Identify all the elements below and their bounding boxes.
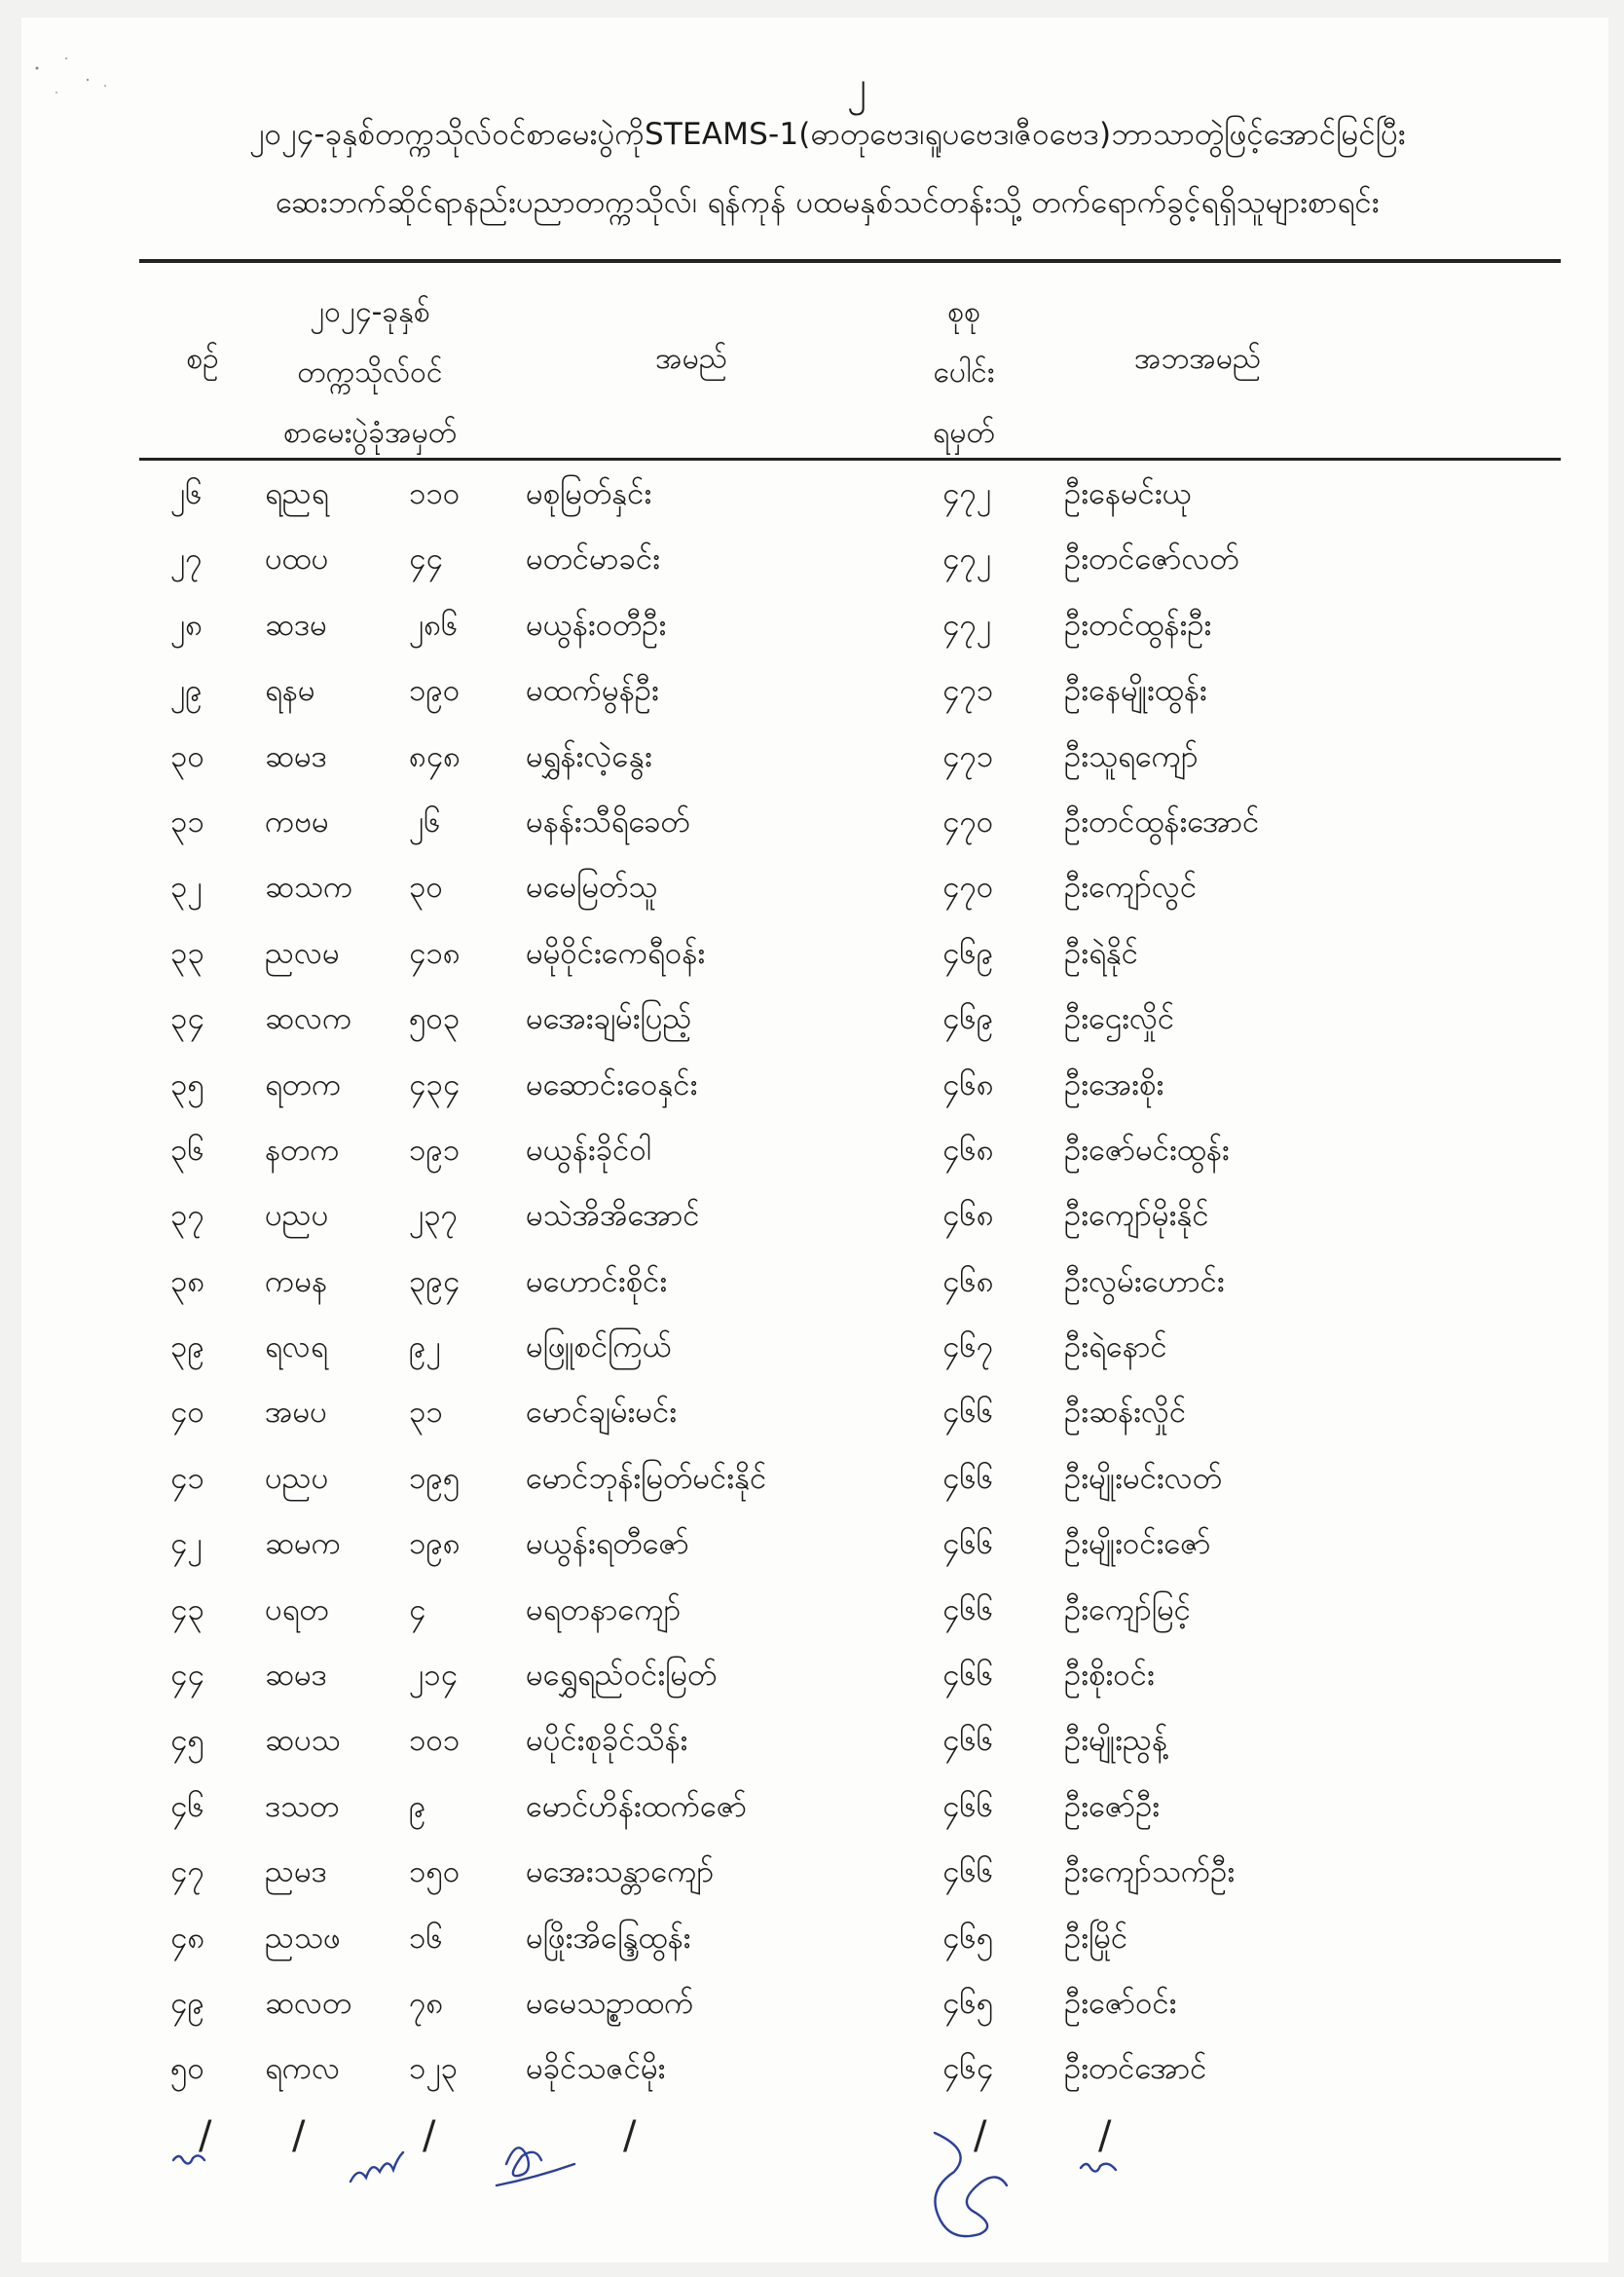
cell-seq: ၃၇ [170,1198,204,1234]
cell-father: ဦးဌေးလှိုင် [1064,1001,1175,1037]
tick-mark: / [292,2113,306,2158]
cell-num: ၁၅၀ [409,1854,461,1890]
cell-ref: ၄၆၆ [942,1460,994,1496]
cell-ref: ၄၆၆ [942,1658,994,1694]
cell-name: မယွန်းရတီဇော် [526,1526,689,1562]
table-row [0,999,1624,1064]
cell-num: ၁၉၁ [409,1132,461,1168]
cell-name: မတင်မာခင်း [526,541,661,578]
table-row [0,474,1624,540]
cell-name: မဖြူစင်ကြယ် [526,1329,672,1365]
cell-num: ၂၈၆ [409,607,459,643]
cell-name: မဟောင်းစိုင်း [526,1263,668,1299]
cell-num: ၂၁၄ [409,1658,459,1694]
cell-father: ဦးရဲနောင် [1064,1329,1167,1365]
cell-seq: ၃၆ [170,1132,204,1168]
cell-code: ရကလ [265,2051,341,2087]
header-exam-roll [253,282,487,464]
cell-code: ဆပသ [265,1723,341,1759]
cell-num: ၄ [409,1591,426,1627]
scan-speckle [27,39,144,117]
cell-num: ၃၉၄ [409,1263,461,1299]
cell-father: ဦးတင်ထွန်းဦး [1064,607,1212,643]
cell-ref: ၄၆၄ [942,2051,994,2087]
cell-num: ၂၆ [409,803,441,840]
cell-code: ဆမက [265,1526,342,1562]
cell-seq: ၂၆ [170,476,203,511]
cell-num: ၁၉၅ [409,1460,461,1496]
cell-father: ဦးတင်ဇော်လတ် [1064,541,1239,578]
cell-name: မမေသဥ္စာထက် [526,1985,694,2021]
table-row [0,1984,1624,2049]
cell-num: ၅၀၃ [409,1001,461,1037]
cell-seq: ၄၀ [170,1395,204,1431]
page-number: ၂ [847,63,867,108]
table-row [0,540,1624,605]
table-row [0,1852,1624,1918]
header-ref-line2: ပေါင်း [933,355,995,390]
cell-ref: ၄၆၈ [942,1198,994,1234]
cell-ref: ၄၆၉ [942,935,994,971]
signature-4 [935,2133,1007,2236]
cell-num: ၁၉၈ [409,1526,461,1562]
cell-father: ဦးကျော်လွင် [1064,870,1198,906]
cell-seq: ၄၅ [170,1723,204,1759]
table-row [0,1590,1624,1656]
cell-ref: ၄၇၂ [942,476,992,511]
header-total-marks [915,282,1013,464]
cell-name: မဖြိုးအိန္ဒြေထွန်း [526,1920,691,1956]
cell-name: မရတနာကျော် [526,1591,682,1627]
cell-num: ၁၂၃ [409,2051,459,2087]
cell-num: ၁၀၁ [409,1723,461,1759]
cell-ref: ၄၇၁ [942,738,994,774]
cell-ref: ၄၆၆ [942,1854,994,1890]
cell-code: နတက [265,1132,340,1168]
table-row [0,1459,1624,1524]
cell-ref: ၄၆၆ [942,1395,994,1431]
cell-ref: ၄၆၆ [942,1526,994,1562]
cell-father: ဦးမြိုင် [1064,1920,1128,1956]
cell-code: ပထပ [265,541,329,578]
signature-area [0,2104,1624,2269]
cell-ref: ၄၆၇ [942,1329,994,1365]
cell-seq: ၃၉ [170,1329,204,1365]
cell-num: ၄၃၄ [409,1066,461,1102]
cell-seq: ၄၇ [170,1854,204,1890]
signature-3 [497,2147,574,2185]
cell-ref: ၄၆၅ [942,1985,994,2021]
cell-seq: ၄၆ [170,1788,204,1824]
cell-name: မပိုင်းစုခိုင်သိန်း [526,1723,688,1759]
cell-name: မနန်းသီရိခေတ် [526,803,690,840]
tick-mark: / [423,2113,436,2158]
table-row [0,606,1624,671]
table-row [0,737,1624,803]
cell-code: ရညရ [265,476,329,511]
cell-father: ဦးအေးစိုး [1064,1066,1164,1102]
tick-mark: / [199,2113,212,2158]
cell-seq: ၃၃ [170,935,204,971]
cell-num: ၄၁၈ [409,935,461,971]
cell-father: ဦးကျော်မြင့် [1064,1591,1191,1627]
cell-seq: ၂၉ [170,673,203,709]
table-row [0,1327,1624,1393]
table-row [0,1393,1624,1458]
table-row [0,1131,1624,1196]
cell-seq: ၄၃ [170,1591,204,1627]
cell-seq: ၃၂ [170,870,203,906]
cell-num: ၇၈ [409,1985,444,2021]
cell-num: ၃၁ [409,1395,443,1431]
cell-ref: ၄၇၂ [942,541,992,578]
cell-name: မစုမြတ်နှင်း [526,476,652,511]
cell-code: ဆလက [265,1001,352,1037]
cell-num: ၈၄၈ [409,738,461,774]
cell-seq: ၅၀ [170,2051,204,2087]
cell-num: ၁၉၀ [409,673,461,709]
cell-father: ဦးဇော်ဝင်း [1064,1985,1177,2021]
cell-ref: ၄၆၆ [942,1591,994,1627]
table-row [0,1524,1624,1589]
cell-name: မအေးချမ်းပြည့် [526,1001,692,1037]
cell-code: ဆဒမ [265,607,327,643]
header-exam-line3: စာမေးပွဲခုံအမှတ် [282,416,458,450]
header-exam-line1: ၂၀၂၄-ခုနှစ် [310,295,430,329]
table-row [0,1919,1624,1984]
signature-5 [1081,2164,1116,2172]
cell-name: မထက်မွန်ဦး [526,673,659,709]
cell-code: ညသဖ [265,1920,341,1956]
cell-code: အမပ [265,1395,327,1431]
cell-seq: ၃၁ [170,803,204,840]
cell-seq: ၃၀ [170,738,204,774]
cell-num: ၄၄ [409,541,443,578]
cell-ref: ၄၇၂ [942,607,992,643]
cell-code: ပရတ [265,1591,329,1627]
cell-father: ဦးရဲနိုင် [1064,935,1139,971]
cell-name: မရွှေရည်ဝင်းမြတ် [526,1658,718,1694]
cell-name: မယွန်းဝတီဦး [526,607,667,643]
cell-name: မယွန်းခိုင်ဝါ [526,1132,652,1168]
cell-father: ဦးမျိုးဝင်းဇော် [1064,1526,1211,1562]
cell-num: ၉ [409,1788,426,1824]
header-ref-line3: ရမှတ် [933,416,995,450]
table-body [0,474,1624,2115]
tick-mark: / [623,2113,637,2158]
cell-seq: ၂၇ [170,541,203,578]
cell-seq: ၃၄ [170,1001,204,1037]
cell-ref: ၄၆၈ [942,1132,994,1168]
cell-code: ကဗမ [265,803,329,840]
cell-code: ပညပ [265,1198,329,1234]
cell-father: ဦးဆန်းလှိုင် [1064,1395,1187,1431]
cell-seq: ၂၈ [170,607,203,643]
table-row [0,1196,1624,1261]
header-seq: စဉ် [186,342,219,376]
cell-name: မမေမြတ်သူ [526,870,658,906]
cell-father: ဦးမျိုးညွန့် [1064,1723,1168,1759]
cell-ref: ၄၆၈ [942,1263,994,1299]
cell-code: ရလရ [265,1329,328,1365]
cell-code: ကမန [265,1263,328,1299]
table-row [0,1721,1624,1786]
cell-code: ဒသတ [265,1788,340,1824]
cell-code: ရနမ [265,673,315,709]
cell-ref: ၄၇၁ [942,673,994,709]
cell-code: ညလမ [265,935,340,971]
cell-code: ညမဒ [265,1854,327,1890]
table-row [0,934,1624,999]
cell-code: ဆမဒ [265,738,327,774]
cell-seq: ၄၂ [170,1526,203,1562]
header-ref-line1: စုစု [947,295,980,329]
cell-ref: ၄၆၆ [942,1788,994,1824]
header-exam-line2: တက္ကသိုလ်ဝင် [297,355,443,390]
table-row [0,671,1624,736]
cell-code: ဆသက [265,870,353,906]
cell-name: မရွှန်းလဲ့နွေး [526,738,652,774]
title-line-1: ၂၀၂၄-ခုနှစ်တက္ကသိုလ်ဝင်စာမေးပွဲကိုSTEAMS-1(ဓာတုဗေဒ၊ရူပဗေဒ၊ဇီဝဗေဒ)ဘာသာတွဲဖြင့်အောင်မြင်ပြီး [249,117,1406,152]
cell-name: မသဲအိအိအောင် [526,1198,700,1234]
cell-name: မခိုင်သဇင်မိုး [526,2051,666,2087]
cell-father: ဦးလွမ်းဟောင်း [1064,1263,1225,1299]
cell-num: ၁၆ [409,1920,443,1956]
cell-name: မောင်ဟိန်းထက်ဇော် [526,1788,748,1824]
cell-ref: ၄၆၅ [942,1920,994,1956]
cell-ref: ၄၆၆ [942,1723,994,1759]
cell-father: ဦးသူရကျော် [1064,738,1199,774]
cell-father: ဦးနေမျိုးထွန်း [1064,673,1207,709]
table-row [0,868,1624,933]
cell-code: ဆလတ [265,1985,352,2021]
signature-2 [351,2152,403,2182]
cell-father: ဦးတင်အောင် [1064,2051,1207,2087]
cell-ref: ၄၇၀ [942,870,994,906]
cell-seq: ၄၉ [170,1985,204,2021]
cell-father: ဦးစိုးဝင်း [1064,1658,1155,1694]
cell-seq: ၄၁ [170,1460,204,1496]
cell-name: မောင်ဘုန်းမြတ်မင်းနိုင် [526,1460,767,1496]
cell-name: မဆောင်းဝေနှင်း [526,1066,698,1102]
cell-father: ဦးကျော်သက်ဦး [1064,1854,1236,1890]
cell-num: ၉၂ [409,1329,441,1365]
cell-code: ဆမဒ [265,1658,327,1694]
cell-ref: ၄၆၉ [942,1001,994,1037]
cell-name: မောင်ချမ်းမင်း [526,1395,678,1431]
cell-father: ဦးနေမင်းယု [1064,476,1192,511]
cell-num: ၁၁၀ [409,476,461,511]
cell-father: ဦးမျိုးမင်းလတ် [1064,1460,1223,1496]
header-name: အမည် [655,342,727,376]
cell-name: မမိုဝိုင်းကေရီဝန်း [526,935,706,971]
cell-father: ဦးဇော်ဦး [1064,1788,1161,1824]
cell-num: ၂၃၇ [409,1198,459,1234]
cell-father: ဦးကျော်မိုးနိုင် [1064,1198,1209,1234]
header-father-name: အဘအမည် [1133,342,1262,376]
cell-seq: ၃၈ [170,1263,205,1299]
tick-mark: / [974,2113,987,2158]
table-row [0,1065,1624,1131]
cell-name: မအေးသန္တာကျော် [526,1854,715,1890]
cell-code: ပညပ [265,1460,329,1496]
signatures-graphic [0,2104,1624,2269]
cell-ref: ၄၇၀ [942,803,994,840]
cell-father: ဦးဇော်မင်းထွန်း [1064,1132,1230,1168]
table-row [0,1787,1624,1852]
table-row [0,803,1624,868]
cell-father: ဦးတင်ထွန်းအောင် [1064,803,1260,840]
table-header-rule [139,458,1561,461]
cell-seq: ၃၅ [170,1066,204,1102]
table-row [0,1262,1624,1327]
tick-mark: / [1098,2113,1112,2158]
cell-seq: ၄၄ [170,1658,204,1694]
table-top-rule [139,259,1561,263]
table-row [0,1656,1624,1721]
cell-seq: ၄၈ [170,1920,205,1956]
cell-ref: ၄၆၈ [942,1066,994,1102]
title-line-2: ဆေးဘက်ဆိုင်ရာနည်းပညာတက္ကသိုလ်၊ ရန်ကုန် ပထမနှစ်သင်တန်းသို့ တက်ရောက်ခွင့်ရရှိသူများစာရင်း [276,185,1380,220]
cell-code: ရတက [265,1066,342,1102]
cell-num: ၃၀ [409,870,443,906]
